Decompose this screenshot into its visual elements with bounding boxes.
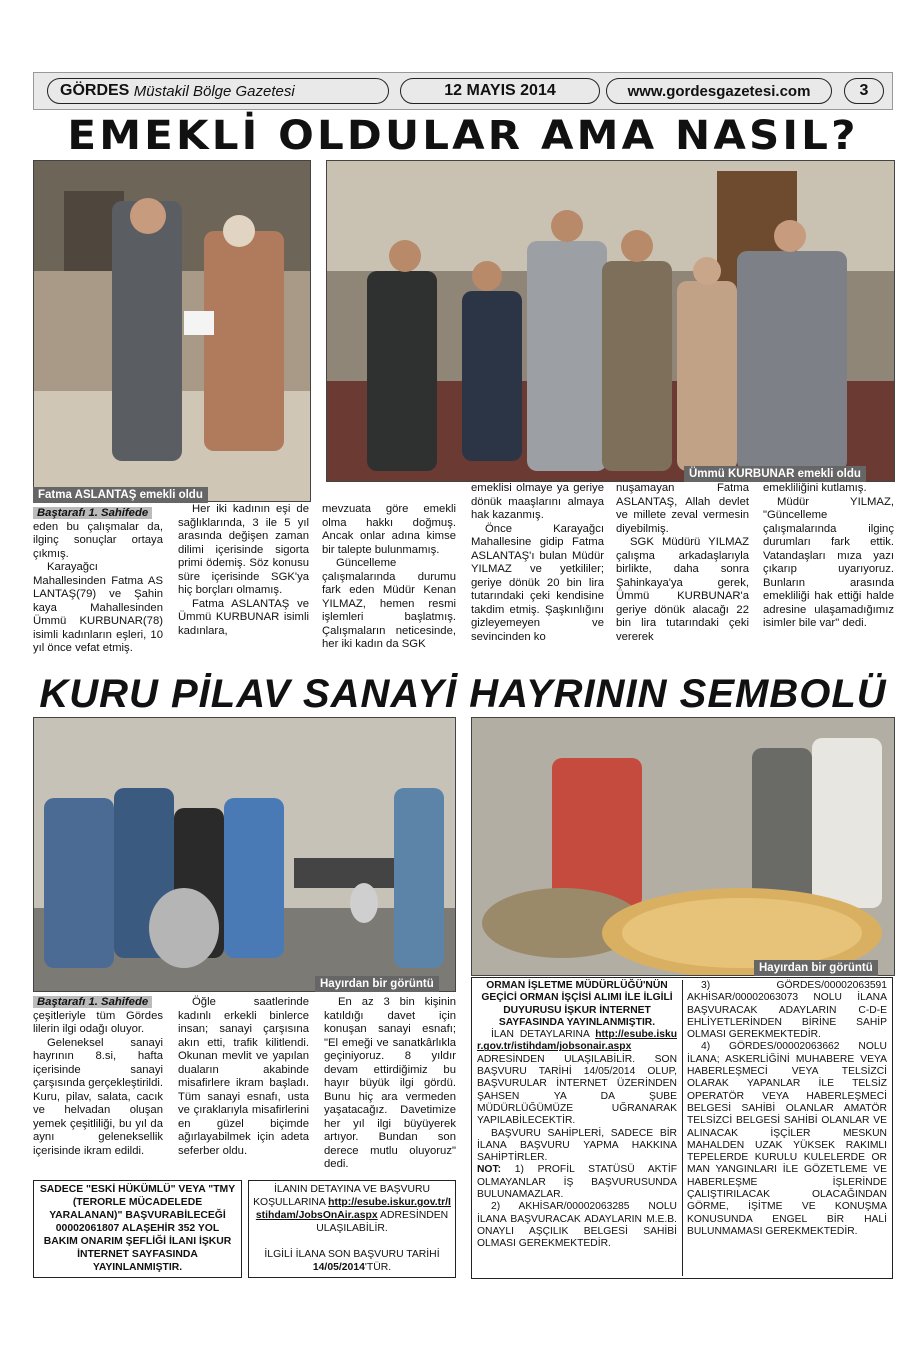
ad-box-left xyxy=(33,1180,242,1278)
ad-right-p4: 2) AKHİSAR/00002063285 NOLU İLANA BAŞVURACAK ADAYLARIN M.E.B. ONAYLI AŞÇILIK BELGESİ SAHİBİ OLMASI GEREKMEKTEDİR. xyxy=(477,1201,677,1250)
website-pill xyxy=(606,78,832,104)
ad-right-p1-link[interactable]: http://esube.iskur.gov.tr/istihdam/jobsonair.aspx xyxy=(477,1029,677,1053)
story1-column-4 xyxy=(471,482,604,644)
ad-right-p1 xyxy=(477,1029,677,1127)
page-number-pill xyxy=(844,78,884,104)
caption-fatma: Fatma ASLANTAŞ emekli oldu xyxy=(33,487,208,503)
story2-column-1 xyxy=(33,996,163,1158)
headline-1: EMEKLİ OLDULAR AMA NASIL? xyxy=(67,113,859,159)
website: www.gordesgazetesi.com xyxy=(627,82,811,100)
ad-right-p5: 3) GÖRDES/00002063591 AKHİSAR/00002063073 NOLU İLANA BAŞVURACAK ADAYLARIN C-D-E EHLİYETLERİNDEN BİRİNE SAHİP OLMASI GEREKMEKTEDİR. xyxy=(687,980,887,1041)
ad-right-note xyxy=(477,1164,677,1201)
story1-col6-p1: emekliliğini kutlamış. xyxy=(763,482,867,494)
ad-left-text: SADECE "ESKİ HÜKÜMLÜ" VEYA "TMY (TERORLE MÜCADELEDE YARALANAN)" BAŞVURABİLECEĞİ 00002061807 ALAŞEHİR 352 YOL BAKIM ONARIM ŞEFLİĞİ İLANI İŞKUR İNTERNET SAYFASINDA YAYINLANMIŞTIR. xyxy=(39,1184,236,1273)
ad-right-p6: 4) GÖRDES/00002063662 NOLU İLANA; ASKERLİĞİNİ MUHABERE VEYA HABERLEŞMECİ VEYA TELSİZCİ OLARAK YAPANLAR İLE TELSİZ OPERATÖR VEYA HABERLEŞMECİ BELGESİ SAHİBİ OLANLAR AMATÖR TELSİZCİ BELGESİ SAHİBİ OLANLAR VE ALINACAK İŞÇİLER MESKUN MAHALDEN UZAK YÜKSEK RAKIMLI TEPELERDE KURULU KULELERDE OR MAN YANGINLARI İLE GÖZETLEME VE HABERLEŞME İŞLERİNDE ÇALIŞTIRILACAK OLACAĞINDAN GÖRME, İŞİTME VE KONUŞMA KONUSUNDA ENGEL BİR HALİ BULUNMAMASI GEREKMEKTEDİR. xyxy=(687,1041,887,1237)
ad-middle-link[interactable]: http://esube.iskur.gov.tr/Istihdam/JobsOnAir.aspx xyxy=(255,1197,451,1221)
ad-middle-line3: İLGİLİ İLANA SON BAŞVURU TARİHİ xyxy=(264,1249,440,1260)
story2-col3-p1: En az 3 bin kişinin katıldığı davet için konuşan sanayi esnafı; "El emeği ve sanatkârlıkla geçiniyoruz. 8 yıldır devam ettirdiğimiz bu hayır büyük ilgi gördü. Bunu hiç ara vermeden yaşatacağız. Davetimize her yıl ilgi büyüyerek artıyor. Bundan son derece mutlu oluyoruz" dedi. xyxy=(324,996,456,1170)
ad-right-p2: BAŞVURU SAHİPLERİ, SADECE BİR İLANA BAŞVURU YAPMA HAKKINA SAHİPTİRLER. xyxy=(477,1127,677,1164)
story1-col2-p1: Her iki kadının eşi de sağlıklarında, 3 ile 5 yıl arasında değişen zaman dilimi içerisinde sigorta primi ödemiş. Söz konusu süre içerisinde SGK'ya hiç borçları olmamış. xyxy=(178,503,309,596)
story1-col4-p1: emeklisi olmaye ya geriye dönük maaşlarını almaya hak kazanmış. xyxy=(471,482,604,521)
photo-ummu-kurbunar xyxy=(326,160,895,482)
page-number: 3 xyxy=(859,82,869,99)
continued-tag-1: Baştarafı 1. Sahifede xyxy=(33,507,152,519)
story1-col5-p2: SGK Müdürü YILMAZ çalışma arkadaşlarıyla birlikte, daha sonra Şahinkaya'ya gerek, Ümmü KURBUNAR'a geriye dönük alacağı 22 bin lira tutarındaki çeki vererek xyxy=(616,536,749,643)
story1-column-2 xyxy=(178,503,309,638)
story1-column-1 xyxy=(33,507,163,656)
story1-col2-p2: Fatma ASLANTAŞ ve Ümmü KURBUNAR isimli kadınlara, xyxy=(178,597,309,637)
photo-ummu-kurbunar-image xyxy=(327,161,894,481)
story2-col2-p1: Öğle saatlerinde kadınlı erkekli binlerce insan; sanayi çarşısına akın etti, trafik kilitlendi. Okunan mevlit ve yapılan duaların akabinde misafirlere ikram başladı. Tüm sanayi esnafı, usta ve çıraklarıyla misafirlerini en güzel biçimde ağırlayabilmek için adeta seferber oldu. xyxy=(178,996,309,1157)
paper-name: GÖRDES xyxy=(60,82,130,99)
story1-column-5 xyxy=(616,482,749,644)
ad-right-p1-start: İLAN DETAYLARINA xyxy=(491,1029,590,1041)
ad-right-title: ORMAN İŞLETME MÜDÜRLÜĞÜ'NÜN GEÇİCİ ORMAN İŞÇİSİ ALIMI İLE İLGİLİ DUYURUSU İŞKUR İNTERNET SAYFASINDA YAYINLANMIŞTIR. xyxy=(481,980,673,1028)
ad-middle-line1: İLANIN DETAYINA VE BAŞVURU KOŞULLARINA xyxy=(253,1184,431,1208)
paper-name-pill xyxy=(47,78,389,104)
caption-hayir-right: Hayırdan bir görüntü xyxy=(754,960,878,976)
photo-fatma-aslantas xyxy=(33,160,311,502)
ad-right-columns xyxy=(477,980,887,1276)
photo-hayir-left xyxy=(33,717,456,992)
story1-col4-p2: Önce Karayağcı Mahallesine gidip Fatma ASLANTAŞ'ı bulan Müdür YILMAZ ve yetkililer; geriye dönük 20 bin lira tutarındaki çeki kendisine takdim etmiş. Şaşkınlığını gizleyemeyen ve sevincinden ko xyxy=(471,522,604,643)
headline-2: KURU PİLAV SANAYİ HAYRININ SEMBOLÜ xyxy=(39,672,887,716)
photo-fatma-aslantas-image xyxy=(34,161,310,501)
ad-right-p1-end: ADRESİNDEN ULAŞILABİLİR. SON BAŞVURU TARİHİ 14/05/2014 OLUP, BAŞVURULAR İNTERNET ÜZERİNDEN ŞAHSEN YA DA ŞUBE MÜDÜRLÜĞÜMÜZE UĞRANARAK YAPILABİLECEKTİR. xyxy=(477,1053,677,1127)
photo-hayir-left-image xyxy=(34,718,455,991)
ad-right-note-label: NOT: xyxy=(477,1164,502,1176)
ad-right-p3: 1) PROFİL STATÜSÜ AKTİF OLMAYANLAR İŞ BAŞVURUSUNDA BULUNAMAZLAR. xyxy=(477,1164,677,1201)
story1-col3-p2: Güncelleme çalışmalarında durumu fark eden Müdür Kenan YILMAZ, hemen resmi işlemleri başlatmış. Çalışmaların neticesinde, her iki kadın da SGK xyxy=(322,557,456,650)
story1-col3-p1: mevzuata göre emekli olma hakkı doğmuş. Ancak onlar adına kimse bir talepte bulunmamış. xyxy=(322,503,456,556)
story2-column-2 xyxy=(178,996,309,1158)
ad-middle-line2: ADRESİNDEN ULAŞILABİLİR. xyxy=(316,1210,449,1234)
ad-middle-text xyxy=(253,1183,451,1274)
story2-column-3 xyxy=(324,996,456,1172)
ad-middle-line3-end: 'TÜR. xyxy=(364,1262,392,1273)
paper-subtitle: Müstakil Bölge Gazetesi xyxy=(133,82,295,100)
ad-middle-date: 14/05/2014 xyxy=(312,1262,365,1273)
date-pill xyxy=(400,78,600,104)
issue-date: 12 MAYIS 2014 xyxy=(444,82,556,99)
story2-col1-p2: Geleneksel sanayi hayrının 8.si, hafta içerisinde sanayi çarşısında gerçekleştirildi. Kuru, pilav, salata, cacık ve helvadan oluşan yemek çeşitliliği, bu yıl da aynı geleneksellik içerisinde ikram edildi. xyxy=(33,1036,163,1157)
story1-column-6 xyxy=(763,482,894,631)
story1-column-3 xyxy=(322,503,456,652)
photo-hayir-right-image xyxy=(472,718,894,975)
story1-col5-p1: nuşamayan Fatma ASLANTAŞ, Allah devlet ve millete zeval vermesin diyebilmiş. xyxy=(616,482,749,535)
continued-tag-2: Baştarafı 1. Sahifede xyxy=(33,996,152,1008)
ad-box-right xyxy=(471,977,893,1279)
caption-hayir-left: Hayırdan bir görüntü xyxy=(315,976,439,992)
ad-box-middle xyxy=(248,1180,456,1278)
photo-hayir-right xyxy=(471,717,895,976)
story1-col6-p2: Müdür YILMAZ, "Güncelleme çalışmalarında ilginç durumları fark ettik. Vatandaşları mıza yazı çıkarıp uyarıyoruz. Bunların arasında emekliliği hak ettiği halde adresine ulaşamadığımız isimler bile var" dedi. xyxy=(763,495,894,629)
story1-col1-p2: Karayağcı Mahallesinden Fatma AS LANTAŞ(79) ve Şahin kaya Mahallesinden Ümmü KURBUNAR(78) isimli kadınların eşleri, 10 yıl önce vefat etmiş. xyxy=(33,561,163,654)
story1-col1-p1: eden bu çalışmalar da, ilginç sonuçlar ortaya çıkmış. xyxy=(33,520,163,560)
caption-ummu: Ümmü KURBUNAR emekli oldu xyxy=(684,466,866,482)
story2-col1-p1: çeşitleriyle tüm Gördes lilerin ilgi odağı oluyor. xyxy=(33,1009,163,1035)
